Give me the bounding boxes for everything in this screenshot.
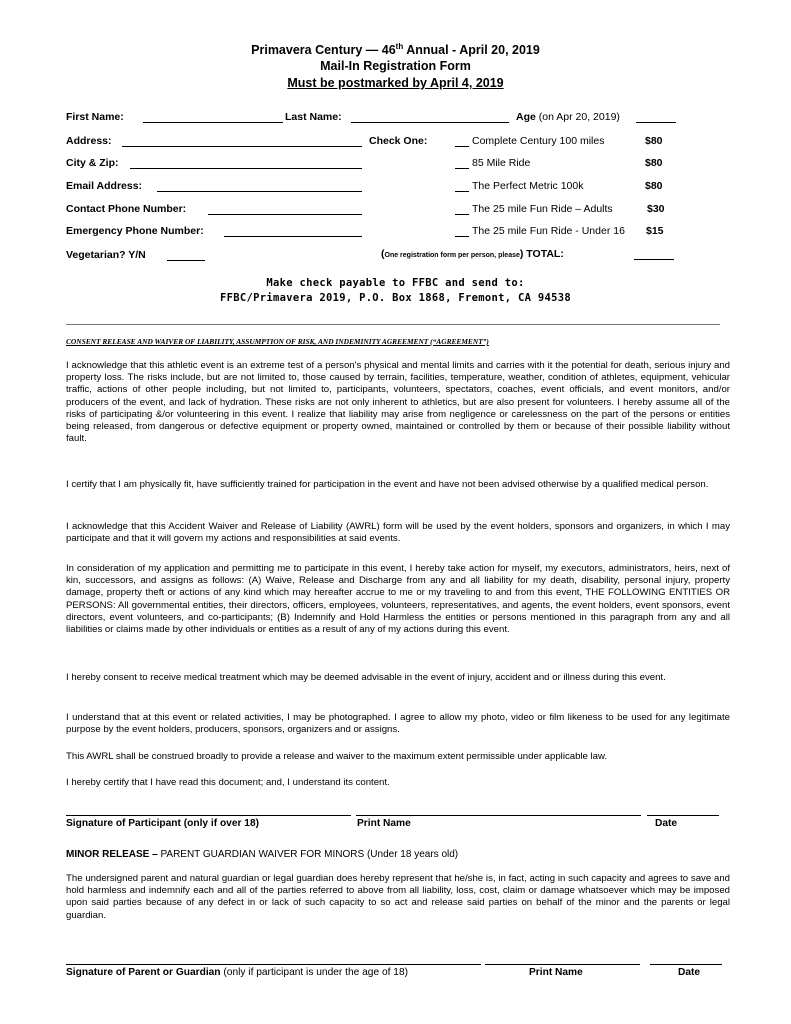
title-text: Primavera Century — 46 — [251, 43, 396, 58]
first-name-field[interactable] — [143, 122, 283, 123]
title-superscript: th — [395, 42, 404, 51]
participant-date-field[interactable] — [647, 815, 719, 816]
form-subtitle: Mail-In Registration Form — [320, 59, 471, 73]
option-checkbox-funride-adults[interactable] — [455, 214, 469, 215]
last-name-label: Last Name: — [285, 111, 342, 123]
option-checkbox-85mile[interactable] — [455, 168, 469, 169]
option-label-metric: The Perfect Metric 100k — [472, 180, 584, 192]
address-label: Address: — [66, 135, 112, 147]
contact-phone-label: Contact Phone Number: — [66, 203, 187, 215]
waiver-paragraph-fitness: I certify that I am physically fit, have sufficiently trained for participation in the event and have not been advised otherwise by a qualified medical person. — [66, 479, 709, 490]
total-field[interactable] — [634, 259, 674, 260]
age-label: Age — [516, 111, 536, 123]
option-checkbox-metric[interactable] — [455, 191, 469, 192]
guardian-signature-label: Signature of Parent or Guardian — [66, 967, 221, 978]
last-name-field[interactable] — [351, 122, 509, 123]
option-price-metric: $80 — [645, 180, 663, 192]
email-label: Email Address: — [66, 180, 143, 192]
emergency-phone-label: Emergency Phone Number: — [66, 225, 204, 237]
option-label-85mile: 85 Mile Ride — [472, 157, 531, 169]
minor-release-heading — [66, 849, 458, 860]
form-title — [0, 42, 791, 57]
emergency-phone-field[interactable] — [224, 236, 362, 237]
waiver-paragraph-awrl: I acknowledge that this Accident Waiver and Release of Liability (AWRL) form will be used by the event holders, sponsors and organizers, in which I may participate and that it will govern my actions and responsibilities at said events. — [66, 521, 730, 545]
address-field[interactable] — [122, 146, 362, 147]
waiver-paragraph-consideration: In consideration of my application and permitting me to participate in this event, I hereby take action for myself, my executors, administrators, heirs, next of kin, successors, and assigns as follows: (A) Waive, Release and Discharge from any and all liability for my death, disability, personal injury, property damage, property theft or actions of any kind which may hereafter accrue to me or my traveling to and from this event, THE FOLLOWING ENTITIES OR PERSONS: All governmental entities, their directors, officers, employees, volunteers, representatives, and agents, the event holders, event sponsors, event directors, event volunteers, and co-participants; (B) Indemnify and Hold Harmless the entities or persons mentioned in this paragraph from any and all liabilities or claims made by other individuals or entities as a result of any of my actions during this event. — [66, 563, 730, 636]
guardian-date-field[interactable] — [650, 964, 722, 965]
first-name-label: First Name: — [66, 111, 124, 123]
participant-print-name-field[interactable] — [356, 815, 641, 816]
waiver-paragraph-construed: This AWRL shall be construed broadly to provide a release and waiver to the maximum extent permissible under applicable law. — [66, 751, 608, 762]
total-label: TOTAL: — [526, 248, 564, 260]
participant-date-label: Date — [655, 818, 678, 829]
age-note: (on Apr 20, 2019) — [538, 111, 620, 123]
waiver-paragraph-photo: I understand that at this event or related activities, I may be photographed. I agree to allow my photo, video or film likeness to be used for any legitimate purpose by the event holders, producers, sponsors, organizers and or assigns. — [66, 712, 730, 736]
total-row: (One registration form per person, please) TOTAL: — [381, 248, 564, 260]
one-form-note: One registration form per person, please — [384, 252, 520, 259]
minor-release-subtitle: PARENT GUARDIAN WAIVER FOR MINORS (Under 18 years old) — [157, 849, 459, 860]
section-divider — [66, 324, 720, 325]
city-zip-field[interactable] — [130, 168, 362, 169]
age-label-group — [516, 111, 620, 123]
guardian-signature-label-group — [66, 967, 408, 978]
check-one-label: Check One: — [369, 135, 428, 147]
payment-instruction: Make check payable to FFBC and send to: — [266, 277, 525, 289]
guardian-print-name-label: Print Name — [529, 967, 583, 978]
option-price-funride-under16: $15 — [646, 225, 664, 237]
option-checkbox-century[interactable] — [455, 146, 469, 147]
contact-phone-field[interactable] — [208, 214, 362, 215]
minor-release-title: MINOR RELEASE – — [66, 849, 158, 860]
option-label-funride-under16: The 25 mile Fun Ride - Under 16 — [472, 225, 625, 237]
guardian-print-name-field[interactable] — [485, 964, 640, 965]
option-label-funride-adults: The 25 mile Fun Ride – Adults — [472, 203, 613, 215]
participant-signature-field[interactable] — [66, 815, 351, 816]
participant-signature-label: Signature of Participant (only if over 18) — [66, 818, 260, 829]
waiver-paragraph-medical: I hereby consent to receive medical treatment which may be deemed advisable in the event of injury, accident and or illness during this event. — [66, 672, 666, 683]
guardian-signature-note: (only if participant is under the age of 18) — [223, 967, 409, 978]
option-price-85mile: $80 — [645, 157, 663, 169]
vegetarian-field[interactable] — [167, 260, 205, 261]
email-field[interactable] — [157, 191, 362, 192]
city-zip-label: City & Zip: — [66, 157, 119, 169]
vegetarian-label: Vegetarian? Y/N — [66, 249, 146, 261]
option-price-century: $80 — [645, 135, 663, 147]
age-field[interactable] — [636, 122, 676, 123]
guardian-signature-field[interactable] — [66, 964, 481, 965]
option-price-funride-adults: $30 — [647, 203, 665, 215]
consent-title: CONSENT RELEASE AND WAIVER OF LIABILITY, ASSUMPTION OF RISK, AND INDEMINITY AGREEMENT (“AGREEMENT”) — [66, 337, 489, 346]
option-checkbox-funride-under16[interactable] — [455, 236, 469, 237]
waiver-paragraph-risks: I acknowledge that this athletic event is an extreme test of a person's physical and mental limits and carries with it the potential for death, serious injury and property loss. The risks include, but are not limited to, those caused by terrain, facilities, temperature, weather, condition of athletes, equipment, vehicular traffic, actions of other people including, but not limited to, participants, volunteers, spectators, coaches, event officials, and event monitors, and/or producers of the event, and lack of hydration. These risks are not only inherent to athletics, but are also present for volunteers. I hereby assume all of the risks of participating &/or volunteering in this event. I realize that liability may arise from negligence or carelessness on the part of the persons or entities being released, from dangerous or defective equipment or property owned, maintained or controlled by them or because of their possible liability without fault. — [66, 360, 730, 445]
option-label-century: Complete Century 100 miles — [472, 135, 605, 147]
guardian-date-label: Date — [678, 967, 701, 978]
participant-print-name-label: Print Name — [357, 818, 411, 829]
waiver-paragraph-certify: I hereby certify that I have read this document; and, I understand its content. — [66, 777, 390, 788]
payment-address: FFBC/Primavera 2019, P.O. Box 1868, Fremont, CA 94538 — [220, 292, 571, 304]
postmark-deadline: Must be postmarked by April 4, 2019 — [287, 76, 504, 90]
minor-release-paragraph: The undersigned parent and natural guardian or legal guardian does hereby represent that he/she is, in fact, acting in such capacity and agrees to save and hold harmless and indemnify each and all of the parties referred to above from all liability, loss, cost, claim or damage whatsoever which may be imposed upon said parties because of any defect in or lack of such capacity to so act and release said parties on behalf of the minor and the parents or legal guardian. — [66, 873, 730, 921]
title-text-rest: Annual - April 20, 2019 — [403, 43, 540, 58]
